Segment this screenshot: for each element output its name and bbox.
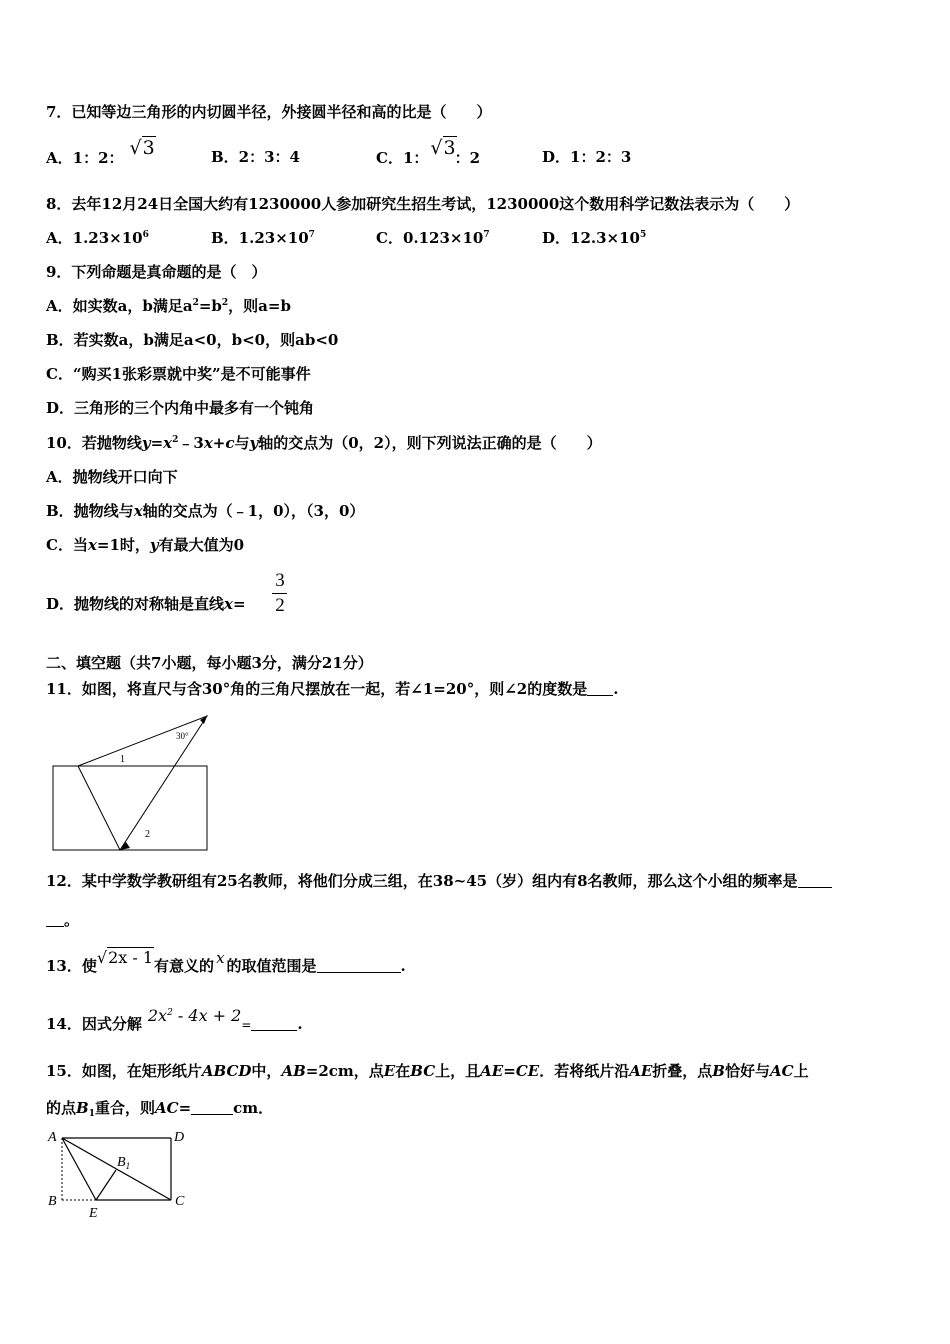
- q11-figure: [48, 712, 218, 854]
- q10-option-c[interactable]: C．当x=1时，y有最大值为0: [46, 536, 245, 554]
- label-C: C: [175, 1194, 185, 1209]
- answer-blank[interactable]: [251, 1016, 297, 1031]
- q9-option-b[interactable]: B．若实数a，b满足a<0，b<0，则ab<0: [46, 331, 339, 349]
- answer-blank[interactable]: [798, 873, 832, 888]
- label-angle-1: 1: [120, 754, 125, 765]
- q7-option-b[interactable]: B．2：3：4: [211, 148, 300, 166]
- answer-blank[interactable]: [587, 681, 613, 696]
- answer-blank[interactable]: [191, 1100, 233, 1115]
- label-D: D: [174, 1130, 185, 1145]
- q7-option-d[interactable]: D．1：2：3: [542, 148, 632, 166]
- label-angle-2: 2: [145, 829, 150, 840]
- label-30-degrees: 30°: [176, 731, 189, 741]
- q7-option-a[interactable]: A．1：2： √3: [46, 137, 155, 167]
- q10-stem: 10．若抛物线$y=x^2﹣3x+c$与y轴的交点为（0，2），则下列说法正确的是（ ）: [46, 434, 602, 452]
- answer-blank[interactable]: [317, 958, 401, 973]
- q8-option-c[interactable]: C．$0.123\times 10^7$: [376, 229, 490, 247]
- q9-option-d[interactable]: D．三角形的三个内角中最多有一个钝角: [46, 399, 315, 417]
- fraction-denominator: 2: [275, 595, 285, 616]
- q8-option-d[interactable]: D．$12.3\times 10^5$: [542, 229, 647, 247]
- q15-stem-line2: 的点$B_1$重合，则AC= cm．: [46, 1099, 274, 1119]
- sqrt-expression: √2x - 1: [96, 948, 154, 967]
- sqrt-symbol: √3: [129, 137, 155, 159]
- q10-option-a[interactable]: A．抛物线开口向下: [46, 468, 178, 486]
- q8-option-b[interactable]: B．$1.23\times 10^7$: [211, 229, 315, 247]
- q9-option-c[interactable]: C．“购买1张彩票就中奖”是不可能事件: [46, 365, 311, 383]
- q8-stem: 8．去年12月24日全国大约有1230000人参加研究生招生考试，1230000这个数用科学记数法表示为（ ）: [46, 195, 800, 213]
- fraction-numerator: 3: [275, 570, 285, 591]
- q8-option-a[interactable]: A．$1.23\times 10^6$: [46, 229, 149, 247]
- q15-figure: [44, 1126, 200, 1220]
- q15-stem-line1: 15．如图，在矩形纸片ABCD中，AB=2cm，点E在BC上，且AE=CE．若将纸片沿AE折叠，点B恰好与AC上: [46, 1062, 809, 1080]
- q10-option-d[interactable]: D．抛物线的对称轴是直线x=: [46, 595, 246, 613]
- label-A: A: [48, 1130, 57, 1145]
- q10-option-b[interactable]: B．抛物线与x轴的交点为（﹣1，0），（3，0）: [46, 502, 365, 520]
- q7-stem: 7．已知等边三角形的内切圆半径，外接圆半径和高的比是（ ）: [46, 103, 492, 121]
- fraction-bar: [272, 593, 287, 594]
- q12-end: 。: [46, 910, 79, 930]
- q13-stem: 13．使√2x - 1有意义的 x 的取值范围是 .: [46, 948, 406, 975]
- section-heading: 二、填空题（共7小题，每小题3分，满分21分）: [46, 654, 373, 672]
- q12-stem: 12．某中学数学教研组有25名教师，将他们分成三组，在38~45（岁）组内有8名教师，那么这个小组的频率是: [46, 871, 832, 891]
- answer-blank-continued[interactable]: [46, 912, 64, 927]
- q9-option-a[interactable]: A．如实数a，b满足$a^2=b^2$，则a=b: [46, 297, 291, 315]
- label-E: E: [89, 1206, 98, 1220]
- label-B: B: [48, 1194, 57, 1209]
- q14-stem: 14．因式分解 $2x^2 - 4x + 2=$ .: [46, 1006, 303, 1033]
- label-B1: $B_1$: [117, 1155, 131, 1171]
- q11-stem: 11．如图，将直尺与含30°角的三角尺摆放在一起，若∠1=20°，则∠2的度数是 .: [46, 680, 619, 698]
- q9-stem: 9．下列命题是真命题的是（ ）: [46, 263, 267, 281]
- ruler-rectangle: [53, 766, 207, 850]
- q7-option-c[interactable]: C．1： √3：2: [376, 137, 481, 167]
- sqrt-symbol: √3: [430, 137, 456, 159]
- polynomial-expression: $2x^2 - 4x + 2$: [147, 1006, 242, 1025]
